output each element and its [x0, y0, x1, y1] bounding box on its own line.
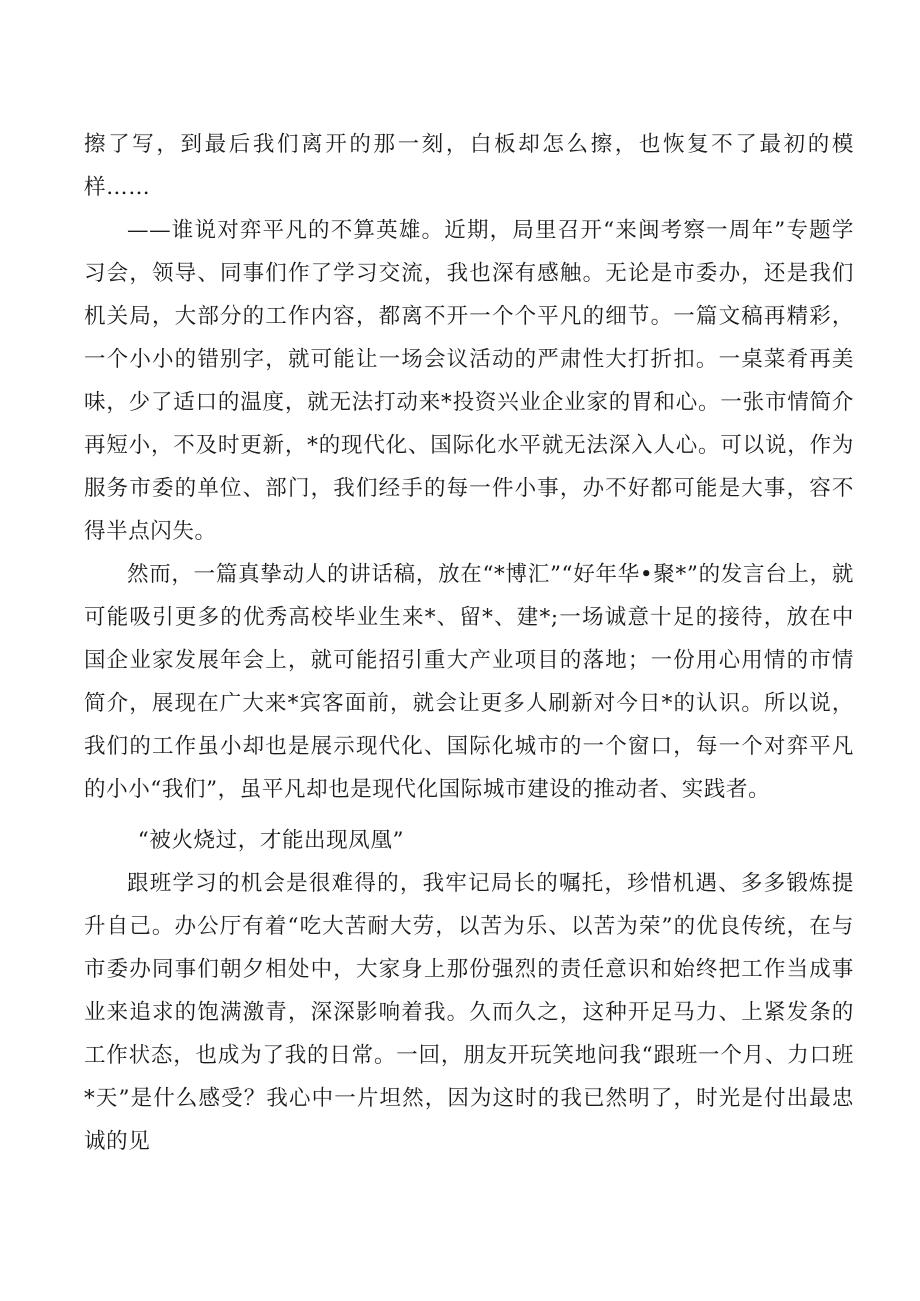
paragraph-continuation: 擦了写，到最后我们离开的那一刻，白板却怎么擦，也恢复不了最初的模样…… — [84, 132, 854, 200]
document-body — [84, 123, 854, 1163]
section-heading-phoenix: “被火烧过，才能出现凤凰” — [137, 828, 405, 853]
paragraph-training-experience: 跟班学习的机会是很难得的，我牢记局长的嘱托，珍惜机遇、多多锻炼提升自己。办公厅有着“吃大苦耐大劳，以苦为乐、以苦为荣”的优良传统，在与市委办同事们朝夕相处中，大家身上那份强烈的责任意识和始终把工作当成事业来追求的饱满激青，深深影响着我。久而久之，这种开足马力、上紧发条的工作状态，也成为了我的日常。一回，朋友开玩笑地问我“跟班一个月、力口班*天”是什么感受？我心中一片坦然，因为这时的我已然明了，时光是付出最忠诚的见 — [84, 871, 854, 1154]
paragraph-ordinary-heroes: ——谁说对弈平凡的不算英雄。近期，局里召开“来闽考察一周年”专题学习会，领导、同事们作了学习交流，我也深有感触。无论是市委办，还是我们机关局，大部分的工作内容，都离不开一个个平凡的细节。一篇文稿再精彩，一个小小的错别字，就可能让一场会议活动的严肃性大打折扣。一桌菜肴再美味，少了适口的温度，就无法打动来*投资兴业企业家的胃和心。一张市情简介再短小，不及时更新，*的现代化、国际化水平就无法深入人心。可以说，作为服务市委的单位、部门，我们经手的每一件小事，办不好都可能是大事，容不得半点闪失。 — [84, 218, 854, 544]
paragraph-window-of-city: 然而，一篇真挚动人的讲话稿，放在“*博汇”“好年华•聚*”的发言台上，就可能吸引更多的优秀高校毕业生来*、留*、建*;一场诚意十足的接待，放在中国企业家发展年会上，就可能招引重大产业项目的落地；一份用心用情的市情简介，展现在广大来*宾客面前，就会让更多人刷新对今日*的认识。所以说，我们的工作虽小却也是展示现代化、国际化城市的一个窗口，每一个对弈平凡的小小“我们”，虽平凡却也是现代化国际城市建设的推动者、实践者。 — [84, 562, 854, 802]
